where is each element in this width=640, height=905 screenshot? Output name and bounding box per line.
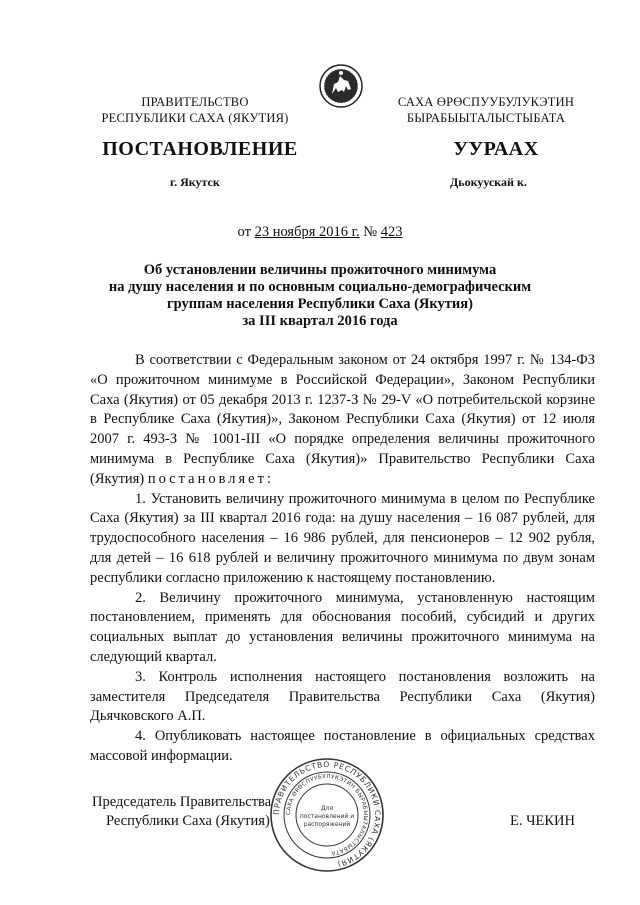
seal-center-line3: распоряжений (303, 821, 351, 828)
city-ru: г. Якутск (170, 175, 220, 189)
date-line (0, 224, 640, 241)
government-name-ru-line2: РЕСПУБЛИКИ САХА (ЯКУТИЯ) (101, 111, 289, 125)
government-name-sah-line1: САХА ӨРӨСПУУБУЛУКЭТИН (397, 95, 575, 109)
item-2: 2. Величину прожиточного минимума, установленную настоящим постановлением, применять для обоснования пособий, субсидий и других социальных выплат до установления величины прожиточного минимума на следующий квартал. (90, 589, 595, 665)
government-name-ru (95, 94, 295, 126)
title-line4: за III квартал 2016 года (242, 313, 398, 329)
seal-inner-text: САХА ӨРӨСПУУБУЛУКЭТИН БЫРАБЫЫТАЛЫСТЫБАТА (285, 773, 369, 856)
signatory-title (92, 793, 271, 831)
date-prefix: от (237, 224, 251, 240)
seal-center-line2: постановлений и (299, 813, 355, 820)
number-sign: № (363, 224, 378, 240)
title-line2: на душу населения и по основным социально-демографическим (108, 279, 532, 295)
document-date: 23 ноября 2016 г. (254, 224, 360, 240)
official-seal-icon (268, 756, 386, 874)
item-4: 4. Опубликовать настоящее постановление в официальных средствах массовой информации. (90, 728, 595, 764)
seal-outer-text: ПРАВИТЕЛЬСТВО РЕСПУБЛИКИ САХА (ЯКУТИЯ) (271, 759, 383, 869)
signatory-title-line2: Республики Саха (Якутия) (106, 813, 270, 829)
government-name-ru-line1: ПРАВИТЕЛЬСТВО (141, 95, 249, 109)
preamble-paragraph (90, 351, 595, 490)
city-sah: Дьокуускай к. (450, 175, 527, 189)
title-line1: Об установлении величины прожиточного минимума (143, 262, 497, 278)
preamble-text: В соответствии с Федеральным законом от 24 октября 1997 г. № 134-ФЗ «О прожиточном минимуме в Российской Федерации», Законом Республики Саха (Якутия) от 05 декабря 2013 г. 1237-З № 29-V «О потребительской корзине в Республике Саха (Якутия)», Законом Республики Саха (Якутия) от 12 июля 2007 г. 493-З № 1001-III «О порядке определения величины прожиточного минимума в Республике Саха (Якутия)» Правительство Республики Саха (Якутия) (90, 352, 595, 487)
doc-type-sah: УУРААХ (453, 138, 539, 160)
signatory-title-line1: Председатель Правительства (92, 794, 272, 810)
document-title (60, 262, 580, 330)
seal-center-line1: Для (320, 805, 334, 812)
coat-of-arms-icon (318, 62, 364, 110)
item-3: 3. Контроль исполнения настоящего постановления возложить на заместителя Председателя Правительства Республики Саха (Якутия) Дьячковского А.П. (90, 668, 595, 725)
doc-type-ru: ПОСТАНОВЛЕНИЕ (102, 138, 298, 160)
document-body (90, 351, 595, 767)
signatory-name: Е. ЧЕКИН (510, 813, 576, 829)
government-name-sah-line2: БЫРАБЫЫТАЛЫСТЫБАТА (406, 111, 566, 125)
document-number: 423 (380, 224, 403, 240)
decree-word: постановляет: (147, 470, 274, 487)
item-1: 1. Установить величину прожиточного минимума в целом по Республике Саха (Якутия) за III квартал 2016 года: на душу населения – 16 087 рублей, для трудоспособного населения – 16 986 рублей, для пенсионеров – 12 902 рубля, для детей – 16 618 рублей и величину прожиточного минимума по двум зонам республики согласно приложению к настоящему постановлению. (90, 490, 595, 586)
title-line3: группам населения Республики Саха (Якутия) (167, 296, 473, 312)
government-name-sah (386, 94, 586, 126)
